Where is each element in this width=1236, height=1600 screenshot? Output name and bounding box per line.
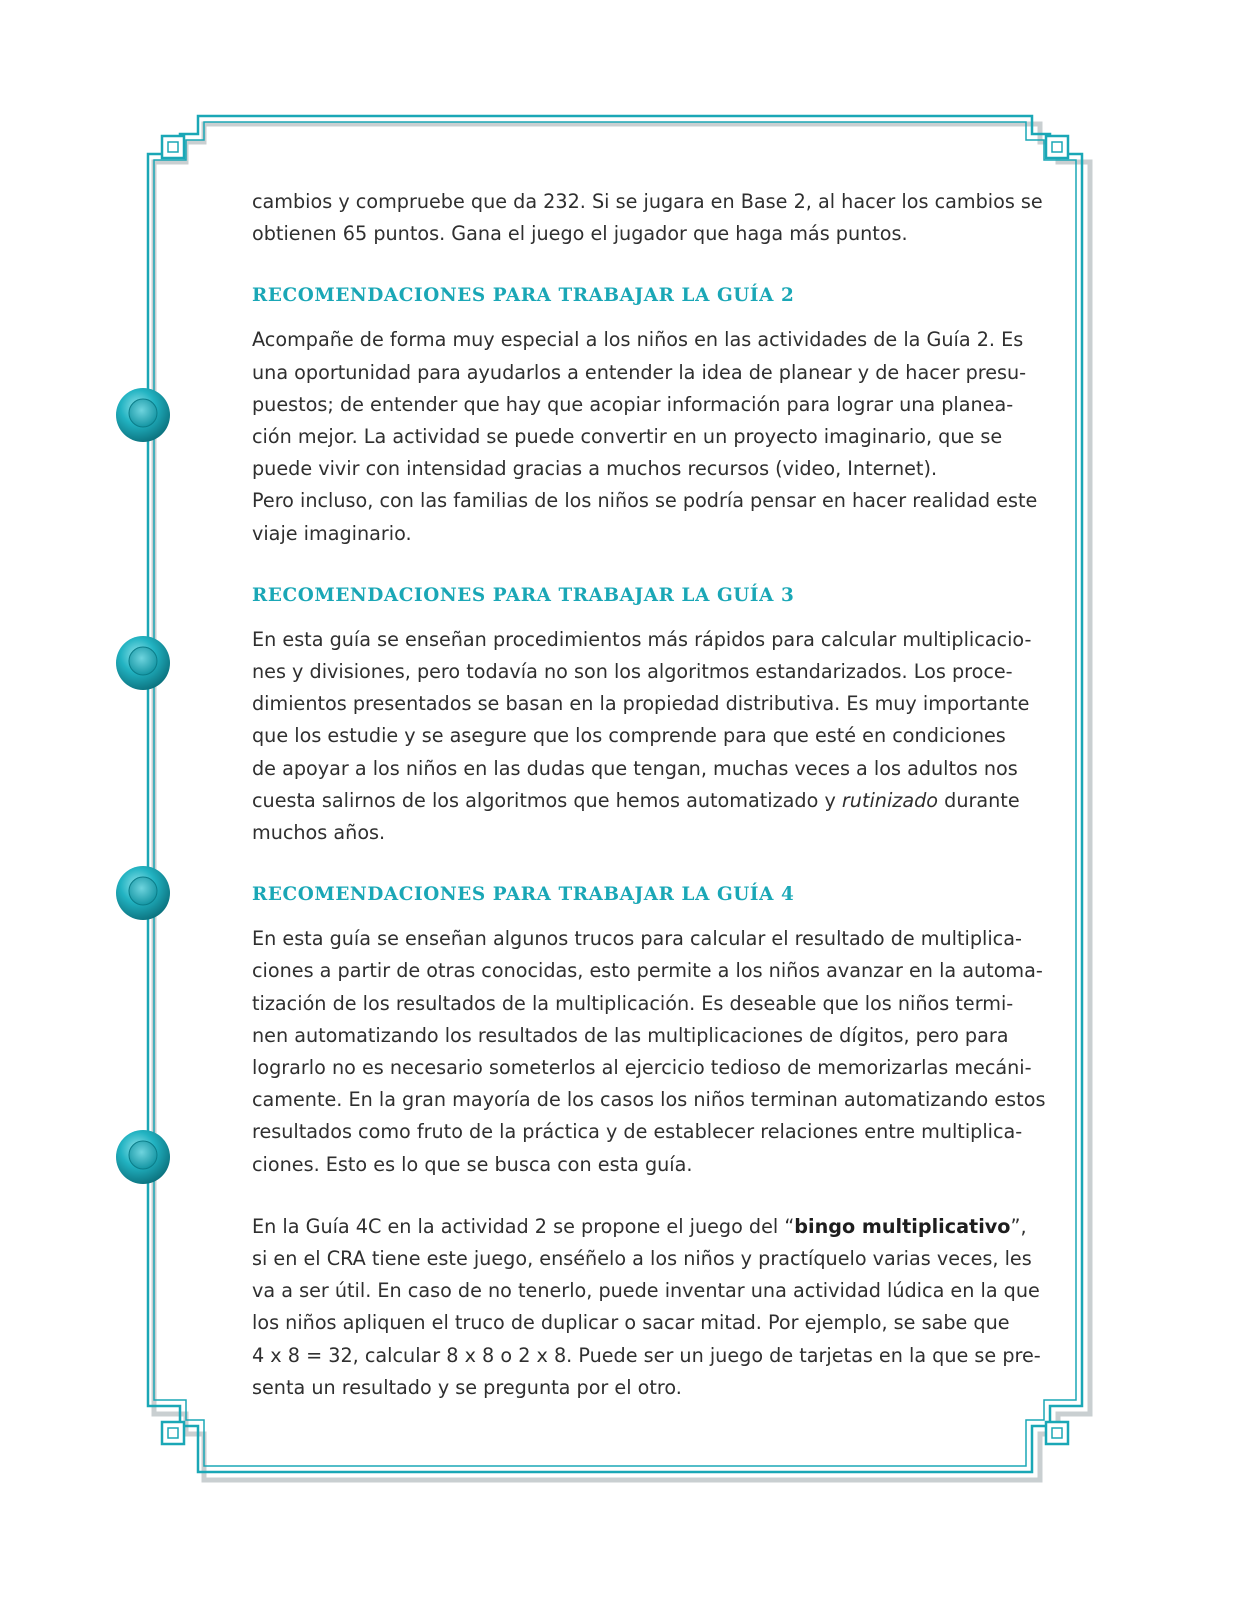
text-line: camente. En la gran mayoría de los casos los niños terminan automatizando estos bbox=[252, 1088, 1046, 1112]
text-run: durante bbox=[938, 788, 1020, 812]
text-line: muchos años. bbox=[252, 821, 386, 845]
text-line bbox=[252, 785, 1032, 817]
paragraph-guia-3 bbox=[252, 624, 1032, 849]
text-line: va a ser útil. En caso de no tenerlo, puede inventar una actividad lúdica en la que bbox=[252, 1279, 1040, 1303]
text-run: cuesta salirnos de los algoritmos que hemos automatizado y bbox=[252, 788, 842, 812]
text-line: los niños apliquen el truco de duplicar o sacar mitad. Por ejemplo, se sabe que bbox=[252, 1311, 1010, 1335]
text-run: ”, bbox=[1010, 1214, 1027, 1238]
section-heading-guia-2: RECOMENDACIONES PARA TRABAJAR LA GUÍA 2 bbox=[252, 285, 795, 307]
italic-term: rutinizado bbox=[841, 788, 939, 812]
text-line: puestos; de entender que hay que acopiar información para lograr una planea- bbox=[252, 392, 1014, 416]
corner-square-ornament-icon bbox=[162, 1422, 184, 1444]
page-content bbox=[252, 186, 1046, 1404]
section-heading-guia-4: RECOMENDACIONES PARA TRABAJAR LA GUÍA 4 bbox=[252, 884, 795, 906]
teal-bead-knob-icon bbox=[116, 1130, 170, 1184]
text-line: de apoyar a los niños en las dudas que tengan, muchas veces a los adultos nos bbox=[252, 756, 1018, 780]
text-run: En la Guía 4C en la actividad 2 se propone el juego del “ bbox=[252, 1214, 795, 1238]
text-line: una oportunidad para ayudarlos a entender la idea de planear y de hacer presu- bbox=[252, 360, 1027, 384]
text-line: si en el CRA tiene este juego, enséñelo a los niños y practíquelo varias veces, les bbox=[252, 1247, 1032, 1271]
teal-bead-knob-icon bbox=[116, 388, 170, 442]
text-line: dimientos presentados se basan en la propiedad distributiva. Es muy importante bbox=[252, 692, 1030, 716]
text-line: En esta guía se enseñan procedimientos más rápidos para calcular multiplicacio- bbox=[252, 627, 1032, 651]
text-line: que los estudie y se asegure que los comprende para que esté en condiciones bbox=[252, 724, 1006, 748]
text-line: Pero incluso, con las familias de los niños se podría pensar en hacer realidad este bbox=[252, 489, 1038, 513]
text-line: ciones. Esto es lo que se busca con esta guía. bbox=[252, 1152, 693, 1176]
text-line: ción mejor. La actividad se puede convertir en un proyecto imaginario, que se bbox=[252, 425, 1003, 449]
text-line: viaje imaginario. bbox=[252, 521, 412, 545]
section-heading-guia-3: RECOMENDACIONES PARA TRABAJAR LA GUÍA 3 bbox=[252, 584, 795, 606]
paragraph-guia-2 bbox=[252, 324, 1038, 549]
intro-paragraph bbox=[252, 186, 1043, 250]
text-line: ciones a partir de otras conocidas, esto permite a los niños avanzar en la automa- bbox=[252, 959, 1043, 983]
teal-bead-knob-icon bbox=[116, 636, 170, 690]
text-line: resultados como fruto de la práctica y de establecer relaciones entre multiplica- bbox=[252, 1120, 1023, 1144]
text-line: obtienen 65 puntos. Gana el juego el jugador que haga más puntos. bbox=[252, 222, 908, 246]
text-line: senta un resultado y se pregunta por el otro. bbox=[252, 1375, 682, 1399]
text-line: Acompañe de forma muy especial a los niños en las actividades de la Guía 2. Es bbox=[252, 328, 1024, 352]
text-line: En esta guía se enseñan algunos trucos para calcular el resultado de multiplica- bbox=[252, 927, 1022, 951]
text-line: cambios y compruebe que da 232. Si se jugara en Base 2, al hacer los cambios se bbox=[252, 190, 1043, 213]
corner-square-ornament-icon bbox=[162, 136, 184, 158]
paragraph-guia-4 bbox=[252, 923, 1046, 1181]
closing-paragraph bbox=[252, 1211, 1041, 1404]
text-line: nen automatizando los resultados de las multiplicaciones de dígitos, pero para bbox=[252, 1023, 1009, 1047]
text-line: 4 x 8 = 32, calcular 8 x 8 o 2 x 8. Puede ser un juego de tarjetas en la que se pre- bbox=[252, 1343, 1041, 1367]
corner-square-ornament-icon bbox=[1046, 1422, 1068, 1444]
text-line bbox=[252, 1211, 1032, 1243]
bold-term: bingo multiplicativo bbox=[794, 1214, 1011, 1238]
text-line: puede vivir con intensidad gracias a muchos recursos (video, Internet). bbox=[252, 457, 938, 481]
corner-square-ornament-icon bbox=[1046, 136, 1068, 158]
text-line: tización de los resultados de la multiplicación. Es deseable que los niños termi- bbox=[252, 991, 1014, 1015]
text-line: nes y divisiones, pero todavía no son los algoritmos estandarizados. Los proce- bbox=[252, 660, 1013, 684]
teal-bead-knob-icon bbox=[116, 866, 170, 920]
text-line: lograrlo no es necesario someterlos al ejercicio tedioso de memorizarlas mecáni- bbox=[252, 1056, 1032, 1080]
